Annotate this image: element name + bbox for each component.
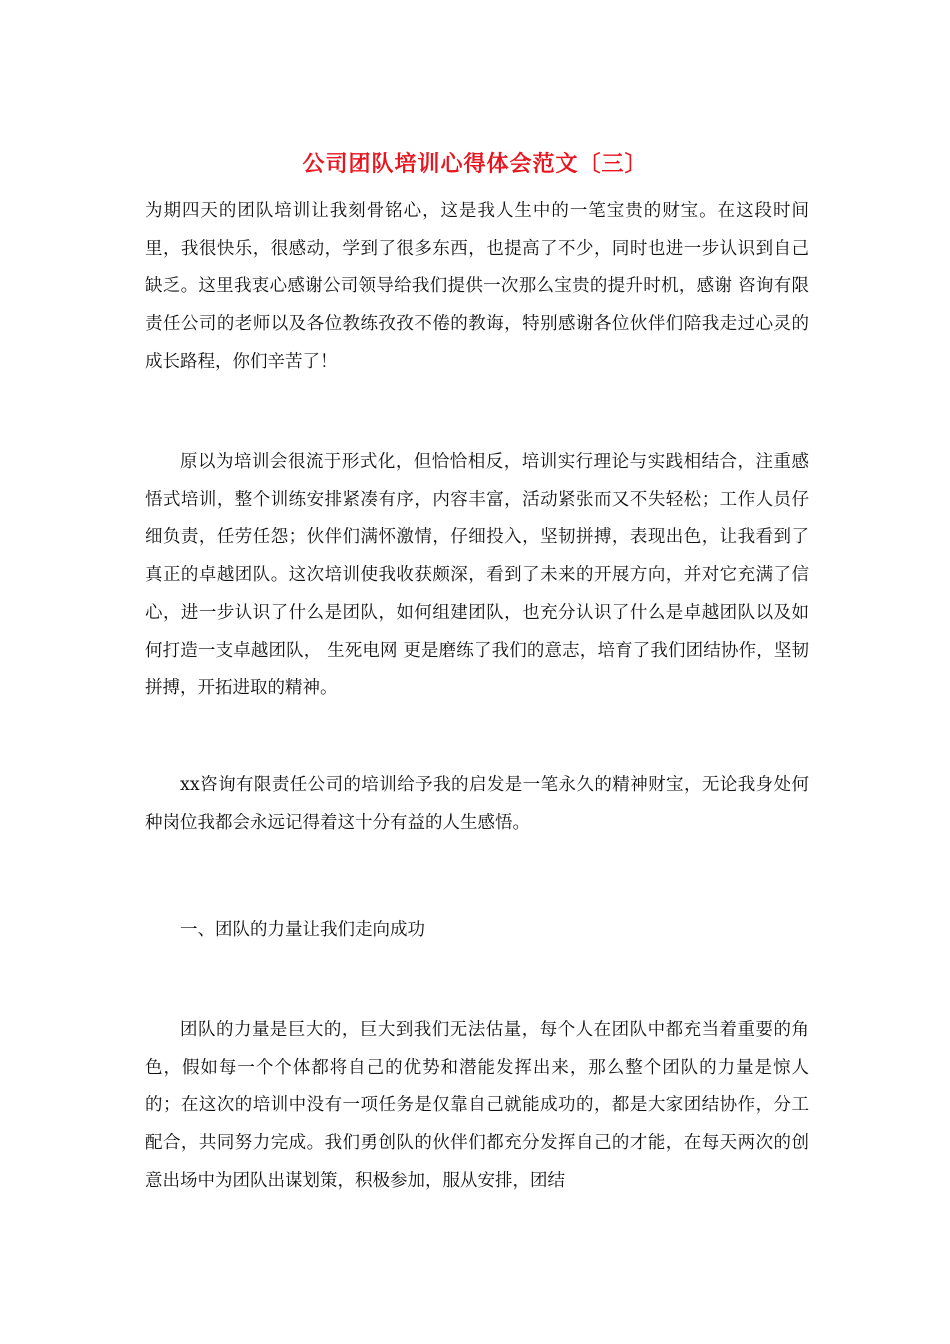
section-heading-team-power: 一、团队的力量让我们走向成功 bbox=[180, 920, 425, 940]
paragraph-inspiration: xx咨询有限责任公司的培训给予我的启发是一笔永久的精神财宝，无论我身处何种岗位我都会永远记得着这十分有益的人生感悟。 bbox=[145, 775, 809, 833]
paragraph-intro: 为期四天的团队培训让我刻骨铭心，这是我人生中的一笔宝贵的财宝。在这段时间里，我很快乐，很感动，学到了很多东西，也提高了不少，同时也进一步认识到自己缺乏。这里我衷心感谢公司领导给我们提供一次那么宝贵的提升时机，感谢 咨询有限责任公司的老师以及各位教练孜孜不倦的教诲，特别感谢各位伙伴们陪我走过心灵的成长路程，你们辛苦了！ bbox=[145, 201, 809, 372]
paragraph-team-power: 团队的力量是巨大的，巨大到我们无法估量，每个人在团队中都充当着重要的角色，假如每一个个体都将自己的优势和潜能发挥出来，那么整个团队的力量是惊人的；在这次的培训中没有一项任务是仅靠自己就能成功的，都是大家团结协作，分工配合，共同努力完成。我们勇创队的伙伴们都充分发挥自己的才能，在每天两次的创意出场中为团队出谋划策，积极参加，服从安排，团结 bbox=[145, 1020, 809, 1191]
paragraph-training-impression: 原以为培训会很流于形式化，但恰恰相反，培训实行理论与实践相结合，注重感悟式培训，整个训练安排紧凑有序，内容丰富，活动紧张而又不失轻松；工作人员仔细负责，任劳任怨；伙伴们满怀激情，仔细投入，坚韧拼搏，表现出色，让我看到了真正的卓越团队。这次培训使我收获颇深，看到了未来的开展方向，并对它充满了信心，进一步认识了什么是团队，如何组建团队，也充分认识了什么是卓越团队以及如何打造一支卓越团队， 生死电网 更是磨练了我们的意志，培育了我们团结协作，坚韧拼搏，开拓进取的精神。 bbox=[145, 452, 809, 699]
document-title: 公司团队培训心得体会范文〔三〕 bbox=[302, 151, 648, 177]
